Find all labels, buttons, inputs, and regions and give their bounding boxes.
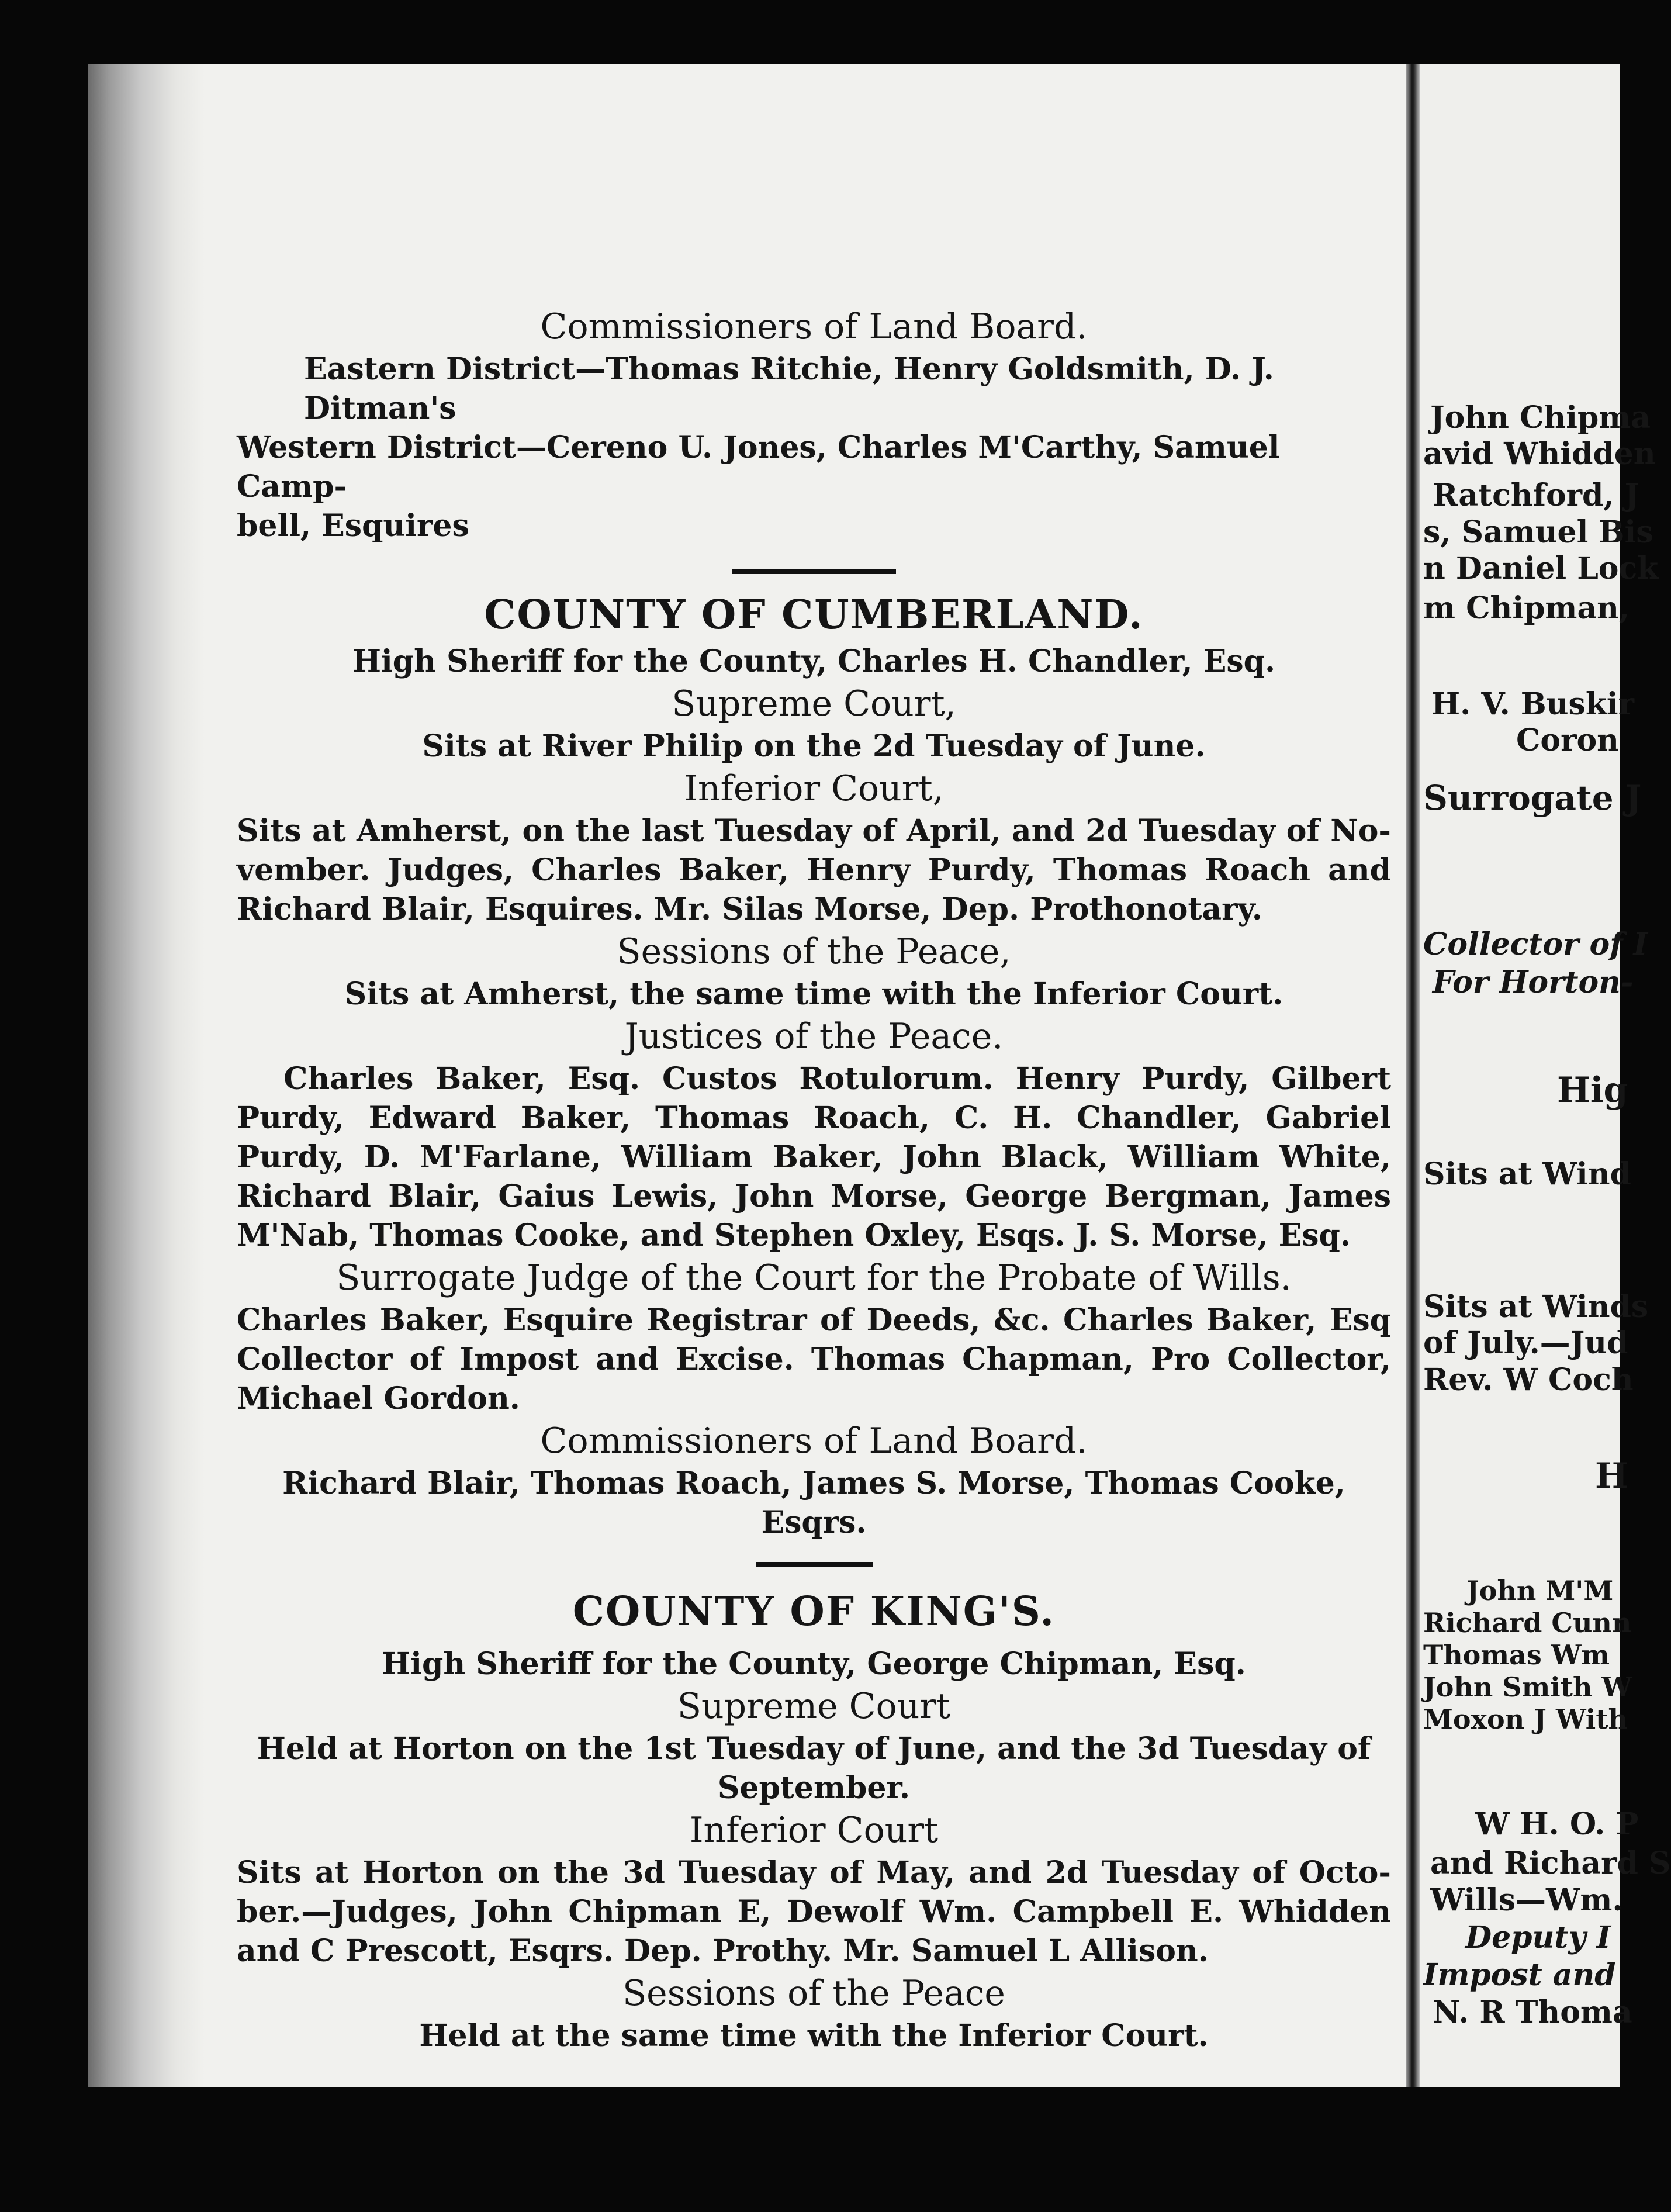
right-line: H. V. Buskir	[1431, 686, 1635, 722]
right-line: N. R Thoma	[1433, 1995, 1632, 2030]
right-line: Sits at Winds	[1423, 1289, 1649, 1325]
book-gutter	[1406, 64, 1420, 2087]
right-line: avid Whidden	[1423, 436, 1656, 472]
right-line: Rev. W Coch	[1423, 1362, 1634, 1398]
right-line: For Horton-	[1433, 965, 1634, 1000]
land-board-eastern: Eastern District—Thomas Ritchie, Henry Goldsmith, D. J. Ditman's	[304, 351, 1274, 426]
right-line: s, Samuel Bis	[1423, 514, 1653, 550]
right-line: Surrogate J	[1423, 778, 1642, 818]
section-divider	[732, 569, 896, 574]
right-line: m Chipman,	[1423, 590, 1630, 626]
cumberland-inferior-text: Sits at Amherst, on the last Tuesday of April, and 2d Tuesday of No-vember. Judges, Charles Baker, Henry Purdy, Thomas Roach and Richard Blair, Esquires. Mr. Silas Morse, Dep. Prothonotary.	[237, 813, 1391, 927]
cumberland-supreme-text: Sits at River Philip on the 2d Tuesday of June.	[422, 728, 1206, 764]
cumberland-surrogate-heading: Surrogate Judge of the Court for the Probate of Wills.	[336, 1257, 1292, 1298]
cumberland-justices-heading: Justices of the Peace.	[624, 1016, 1004, 1057]
right-line: Sits at Wind	[1423, 1156, 1631, 1192]
land-board-esquires: bell, Esquires	[237, 508, 469, 544]
right-line: n Daniel Lock	[1423, 551, 1659, 586]
right-line: Wills—Wm.	[1430, 1882, 1623, 1918]
cumberland-surrogate-text: Charles Baker, Esquire Registrar of Deeds, &c. Charles Baker, Esq Collector of Impost and Excise. Thomas Chapman, Pro Collector, Michael Gordon.	[237, 1302, 1391, 1416]
left-page-text	[237, 304, 1391, 2055]
right-line: and Richard S	[1430, 1845, 1671, 1881]
kings-inferior-heading: Inferior Court	[689, 1810, 939, 1851]
right-line: Collector of I	[1423, 927, 1648, 962]
right-line: H	[1595, 1456, 1628, 1496]
right-line: Moxon J With	[1423, 1703, 1628, 1735]
county-kings-title: COUNTY OF KING'S.	[572, 1588, 1056, 1635]
cumberland-land-board-text: Richard Blair, Thomas Roach, James S. Morse, Thomas Cooke, Esqrs.	[282, 1466, 1345, 1540]
cumberland-sheriff: High Sheriff for the County, Charles H. Chandler, Esq.	[352, 644, 1276, 679]
right-line: John Chipma	[1430, 400, 1651, 436]
cumberland-justices-text: Charles Baker, Esq. Custos Rotulorum. Henry Purdy, Gilbert Purdy, Edward Baker, Thomas Roach, C. H. Chandler, Gabriel Purdy, D. M'Farlane, William Baker, John Black, William White, Richard Blair, Gaius Lewis, John Morse, George Bergman, James M'Nab, Thomas Cooke, and Stephen Oxley, Esqs. J. S. Morse, Esq.	[237, 1061, 1391, 1253]
right-line: Hig	[1557, 1070, 1628, 1111]
cumberland-inferior-heading: Inferior Court,	[684, 768, 944, 809]
right-line: Deputy I	[1465, 1920, 1611, 1955]
kings-inferior-text: Sits at Horton on the 3d Tuesday of May, and 2d Tuesday of Octo-ber.—Judges, John Chipman E, Dewolf Wm. Campbell E. Whidden and C Prescott, Esqrs. Dep. Prothy. Mr. Samuel L Allison.	[237, 1855, 1391, 1969]
right-line: Impost and	[1423, 1957, 1616, 1993]
kings-supreme-text: Held at Horton on the 1st Tuesday of June, and the 3d Tuesday of September.	[257, 1731, 1371, 1806]
right-line: Thomas Wm	[1423, 1639, 1610, 1671]
section-divider	[756, 1562, 873, 1567]
right-line: Coron	[1516, 723, 1619, 758]
cumberland-sessions-heading: Sessions of the Peace,	[617, 931, 1011, 972]
right-line: of July.—Jud	[1423, 1325, 1628, 1361]
cumberland-sessions-text: Sits at Amherst, the same time with the Inferior Court.	[344, 976, 1283, 1012]
land-board-top-heading: Commissioners of Land Board.	[540, 306, 1088, 347]
kings-sheriff: High Sheriff for the County, George Chipman, Esq.	[382, 1646, 1246, 1682]
right-page-text	[1420, 64, 1671, 2087]
land-board-western: Western District—Cereno U. Jones, Charles M'Carthy, Samuel Camp-	[237, 430, 1280, 504]
right-line: John M'M	[1466, 1575, 1614, 1606]
right-line: W H. O. P	[1475, 1806, 1639, 1842]
kings-sessions-heading: Sessions of the Peace	[622, 1973, 1005, 2014]
kings-sessions-text: Held at the same time with the Inferior Court.	[419, 2018, 1209, 2054]
right-line: Richard Cunn	[1423, 1607, 1632, 1639]
county-cumberland-title: COUNTY OF CUMBERLAND.	[484, 592, 1144, 638]
kings-supreme-heading: Supreme Court	[677, 1686, 951, 1727]
cumberland-land-board-heading: Commissioners of Land Board.	[540, 1420, 1088, 1461]
right-line: Ratchford, J	[1433, 478, 1639, 513]
cumberland-supreme-heading: Supreme Court,	[672, 683, 956, 724]
page-edge-shadow	[88, 64, 205, 2087]
right-page-fragment	[1420, 64, 1671, 2087]
right-line: John Smith W	[1423, 1671, 1632, 1703]
